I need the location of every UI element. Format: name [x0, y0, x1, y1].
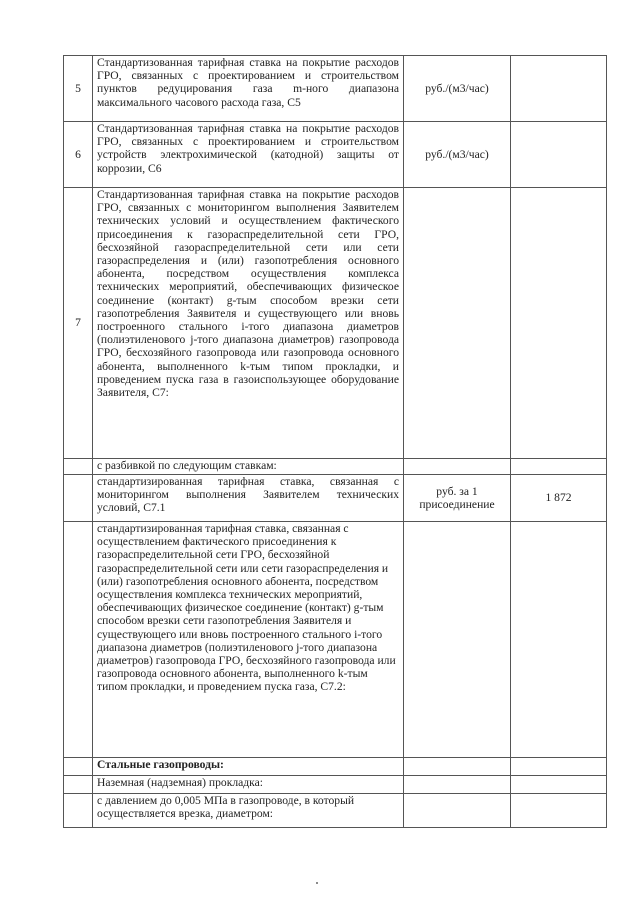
- rate-description: Стандартизованная тарифная ставка на покрытие расходов ГРО, связанных с мониторингом выполнения Заявителем технических условий и осуществлением фактического присоединения к газораспределительной сети ГРО, бесхозяйной газораспределительной сети или сети газораспределения и (или) газопотребления основного абонента, посредством осуществления комплекса технических мероприятий, обеспечивающих физическое соединение (контакт) g-тым способом врезки сети газопотребления Заявителя и существующего или вновь построенного стального i-того диапазона диаметров (полиэтиленового j-того диапазона диаметров) газопровода ГРО, бесхозяйного газопровода или газопровода основного абонента, выполненного k-тым типом прокладки, и проведением пуска газа в газоиспользующее оборудование Заявителя, С7:: [93, 188, 404, 459]
- row-number: 5: [64, 56, 93, 122]
- rate-unit: руб./(м3/час): [404, 122, 511, 188]
- tariff-table: [63, 55, 607, 828]
- rate-value: [511, 122, 607, 188]
- rate-description: с разбивкой по следующим ставкам:: [93, 459, 404, 475]
- row-number: [64, 776, 93, 794]
- table-row: [64, 459, 607, 475]
- rate-value: [511, 758, 607, 776]
- rate-value: [511, 188, 607, 459]
- table-row: [64, 758, 607, 776]
- rate-value: [511, 522, 607, 758]
- rate-description: с давлением до 0,005 МПа в газопроводе, в который осуществляется врезка, диаметром:: [93, 794, 404, 828]
- table-row: [64, 56, 607, 122]
- rate-value: [511, 776, 607, 794]
- rate-value: 1 872: [511, 475, 607, 522]
- rate-value: [511, 794, 607, 828]
- rate-value: [511, 459, 607, 475]
- rate-unit: [404, 188, 511, 459]
- rate-unit: [404, 522, 511, 758]
- table-row: [64, 794, 607, 828]
- table-row: [64, 122, 607, 188]
- rate-unit: [404, 776, 511, 794]
- row-number: 7: [64, 188, 93, 459]
- row-number: [64, 794, 93, 828]
- table-row: [64, 188, 607, 459]
- table-row: [64, 776, 607, 794]
- row-number: [64, 522, 93, 758]
- rate-description: стандартизированная тарифная ставка, связанная с мониторингом выполнения Заявителем технических условий, С7.1: [93, 475, 404, 522]
- rate-description: Стандартизованная тарифная ставка на покрытие расходов ГРО, связанных с проектированием и строительством пунктов редуцирования газа m-ного диапазона максимального часового расхода газа, С5: [93, 56, 404, 122]
- rate-unit: [404, 794, 511, 828]
- rate-unit: [404, 459, 511, 475]
- rate-description: Стандартизованная тарифная ставка на покрытие расходов ГРО, связанных с проектированием и строительством устройств электрохимической (катодной) защиты от коррозии, С6: [93, 122, 404, 188]
- row-number: [64, 758, 93, 776]
- table-row: [64, 475, 607, 522]
- row-number: [64, 475, 93, 522]
- rate-description: Наземная (надземная) прокладка:: [93, 776, 404, 794]
- rate-description: стандартизированная тарифная ставка, связанная с осуществлением фактического присоединения к газораспределительной сети ГРО, бесхозяйной газораспределительной сети или сети газораспределения и (или) газопотребления основного абонента, посредством осуществления комплекса технических мероприятий, обеспечивающих физическое соединение (контакт) g-тым способом врезки сети газопотребления Заявителя и существующего или вновь построенного стального i-того диапазона диаметров (полиэтиленового j-того диапазона диаметров) газопровода ГРО, бесхозяйного газопровода или газопровода основного абонента, выполненного k-тым типом прокладки, и проведением пуска газа, С7.2:: [93, 522, 404, 758]
- section-heading: Стальные газопроводы:: [93, 758, 404, 776]
- rate-unit: [404, 758, 511, 776]
- table-row: [64, 522, 607, 758]
- rate-value: [511, 56, 607, 122]
- scan-artifact: [316, 882, 318, 884]
- row-number: [64, 459, 93, 475]
- row-number: 6: [64, 122, 93, 188]
- rate-unit: руб. за 1 присоединение: [404, 475, 511, 522]
- rate-unit: руб./(м3/час): [404, 56, 511, 122]
